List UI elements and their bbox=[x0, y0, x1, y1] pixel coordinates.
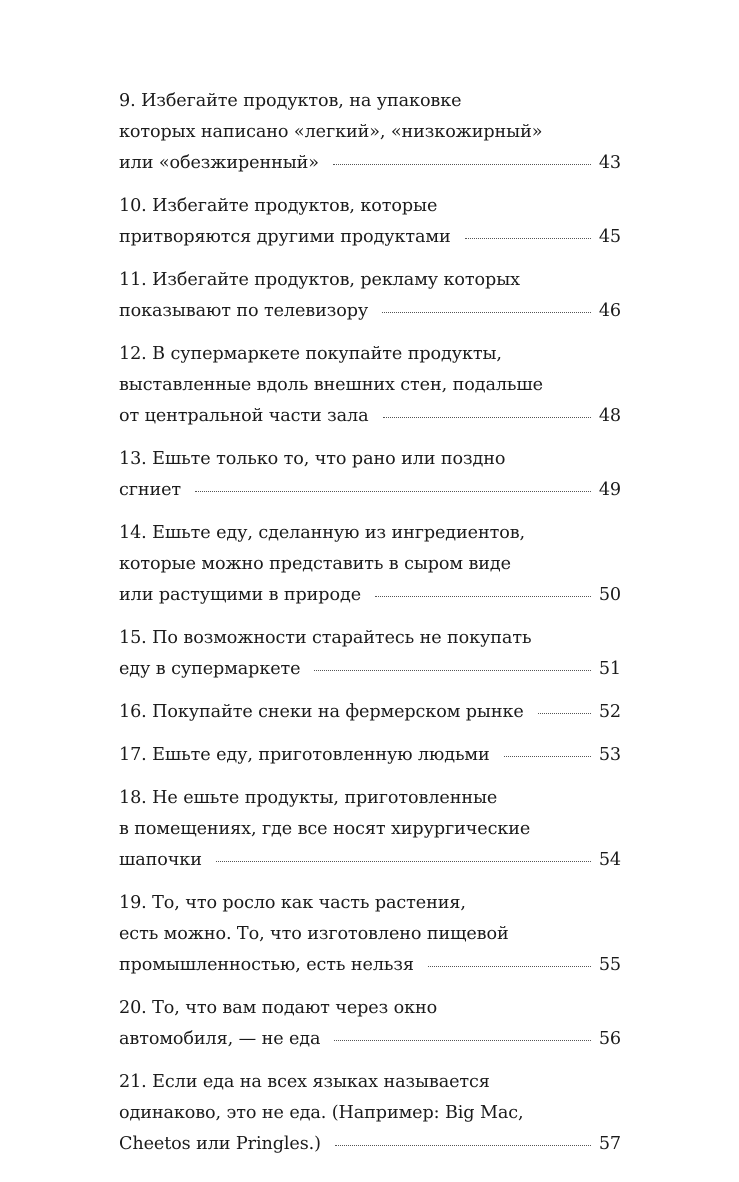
page-number: 52 bbox=[598, 702, 621, 722]
toc-entry-line: 10. Избегайте продуктов, которые bbox=[119, 196, 438, 216]
dot-leader bbox=[335, 1145, 591, 1146]
table-of-contents bbox=[119, 86, 621, 1172]
toc-entry[interactable] bbox=[119, 888, 621, 981]
toc-entry-text: 17. Ешьте еду, приготовленную людьми bbox=[119, 745, 490, 765]
toc-entry-text: или растущими в природе bbox=[119, 585, 362, 605]
toc-entry-text: или «обезжиренный» bbox=[119, 153, 319, 173]
dot-leader bbox=[375, 596, 591, 597]
toc-entry-line: 12. В супермаркете покупайте продукты, bbox=[119, 344, 502, 364]
toc-entry-text: от центральной части зала bbox=[119, 406, 369, 426]
toc-entry-line bbox=[119, 296, 621, 327]
toc-entry-line: есть можно. То, что изготовлено пищевой bbox=[119, 924, 509, 944]
toc-entry[interactable] bbox=[119, 783, 621, 876]
toc-entry-line: которых написано «легкий», «низкожирный» bbox=[119, 122, 543, 142]
page-number: 49 bbox=[598, 480, 621, 500]
toc-entry-line: в помещениях, где все носят хирургические bbox=[119, 819, 531, 839]
toc-entry-line bbox=[119, 148, 621, 179]
page-number: 45 bbox=[598, 227, 621, 247]
toc-entry-text: сгниет bbox=[119, 480, 182, 500]
toc-entry-line: 18. Не ешьте продукты, приготовленные bbox=[119, 788, 498, 808]
dot-leader bbox=[216, 861, 591, 862]
dot-leader bbox=[465, 238, 591, 239]
page-number: 43 bbox=[598, 153, 621, 173]
toc-entry-line: одинаково, это не еда. (Например: Big Mac, bbox=[119, 1103, 524, 1123]
toc-entry[interactable] bbox=[119, 518, 621, 611]
dot-leader bbox=[314, 670, 590, 671]
toc-entry-line bbox=[119, 475, 621, 506]
toc-entry[interactable] bbox=[119, 623, 621, 685]
toc-entry[interactable] bbox=[119, 191, 621, 253]
dot-leader bbox=[333, 164, 591, 165]
toc-entry-line bbox=[119, 654, 621, 685]
toc-entry-line bbox=[119, 1129, 621, 1160]
page-number: 48 bbox=[598, 406, 621, 426]
toc-entry[interactable] bbox=[119, 86, 621, 179]
toc-entry-text: Cheetos или Pringles.) bbox=[119, 1134, 321, 1154]
toc-entry-line bbox=[119, 845, 621, 876]
page-number: 50 bbox=[598, 585, 621, 605]
toc-entry[interactable] bbox=[119, 444, 621, 506]
dot-leader bbox=[383, 417, 591, 418]
page-number: 46 bbox=[598, 301, 621, 321]
dot-leader bbox=[195, 491, 591, 492]
toc-entry-line: 15. По возможности старайтесь не покупать bbox=[119, 628, 532, 648]
toc-entry-text: показывают по телевизору bbox=[119, 301, 369, 321]
page-number: 54 bbox=[598, 850, 621, 870]
toc-entry-line bbox=[119, 401, 621, 432]
toc-entry-text: промышленностью, есть нельзя bbox=[119, 955, 414, 975]
toc-entry-text: еду в супермаркете bbox=[119, 659, 301, 679]
toc-entry-line bbox=[119, 697, 621, 728]
page-number: 53 bbox=[598, 745, 621, 765]
dot-leader bbox=[334, 1040, 590, 1041]
dot-leader bbox=[428, 966, 591, 967]
dot-leader bbox=[382, 312, 591, 313]
toc-entry-line: 9. Избегайте продуктов, на упаковке bbox=[119, 91, 462, 111]
page-number: 57 bbox=[598, 1134, 621, 1154]
toc-entry-text: автомобиля, — не еда bbox=[119, 1029, 321, 1049]
toc-entry-line: выставленные вдоль внешних стен, подальше bbox=[119, 375, 543, 395]
page-number: 56 bbox=[598, 1029, 621, 1049]
toc-entry-line: 19. То, что росло как часть растения, bbox=[119, 893, 466, 913]
toc-entry-line: 13. Ешьте только то, что рано или поздно bbox=[119, 449, 506, 469]
toc-entry-text: 16. Покупайте снеки на фермерском рынке bbox=[119, 702, 524, 722]
toc-entry-line bbox=[119, 740, 621, 771]
dot-leader bbox=[504, 756, 591, 757]
toc-entry-line: 21. Если еда на всех языках называется bbox=[119, 1072, 490, 1092]
toc-entry-text: притворяются другими продуктами bbox=[119, 227, 451, 247]
toc-entry-line: 11. Избегайте продуктов, рекламу которых bbox=[119, 270, 520, 290]
toc-entry-line bbox=[119, 950, 621, 981]
toc-entry-line: 20. То, что вам подают через окно bbox=[119, 998, 438, 1018]
toc-entry[interactable] bbox=[119, 740, 621, 771]
toc-entry-line: 14. Ешьте еду, сделанную из ингредиентов, bbox=[119, 523, 526, 543]
page-number: 51 bbox=[598, 659, 621, 679]
toc-entry[interactable] bbox=[119, 993, 621, 1055]
toc-entry-text: шапочки bbox=[119, 850, 202, 870]
toc-entry[interactable] bbox=[119, 697, 621, 728]
toc-entry[interactable] bbox=[119, 1067, 621, 1160]
toc-entry-line bbox=[119, 580, 621, 611]
toc-entry-line: которые можно представить в сыром виде bbox=[119, 554, 511, 574]
dot-leader bbox=[538, 713, 591, 714]
page-number: 55 bbox=[598, 955, 621, 975]
toc-entry[interactable] bbox=[119, 265, 621, 327]
toc-entry[interactable] bbox=[119, 339, 621, 432]
toc-entry-line bbox=[119, 222, 621, 253]
toc-entry-line bbox=[119, 1024, 621, 1055]
